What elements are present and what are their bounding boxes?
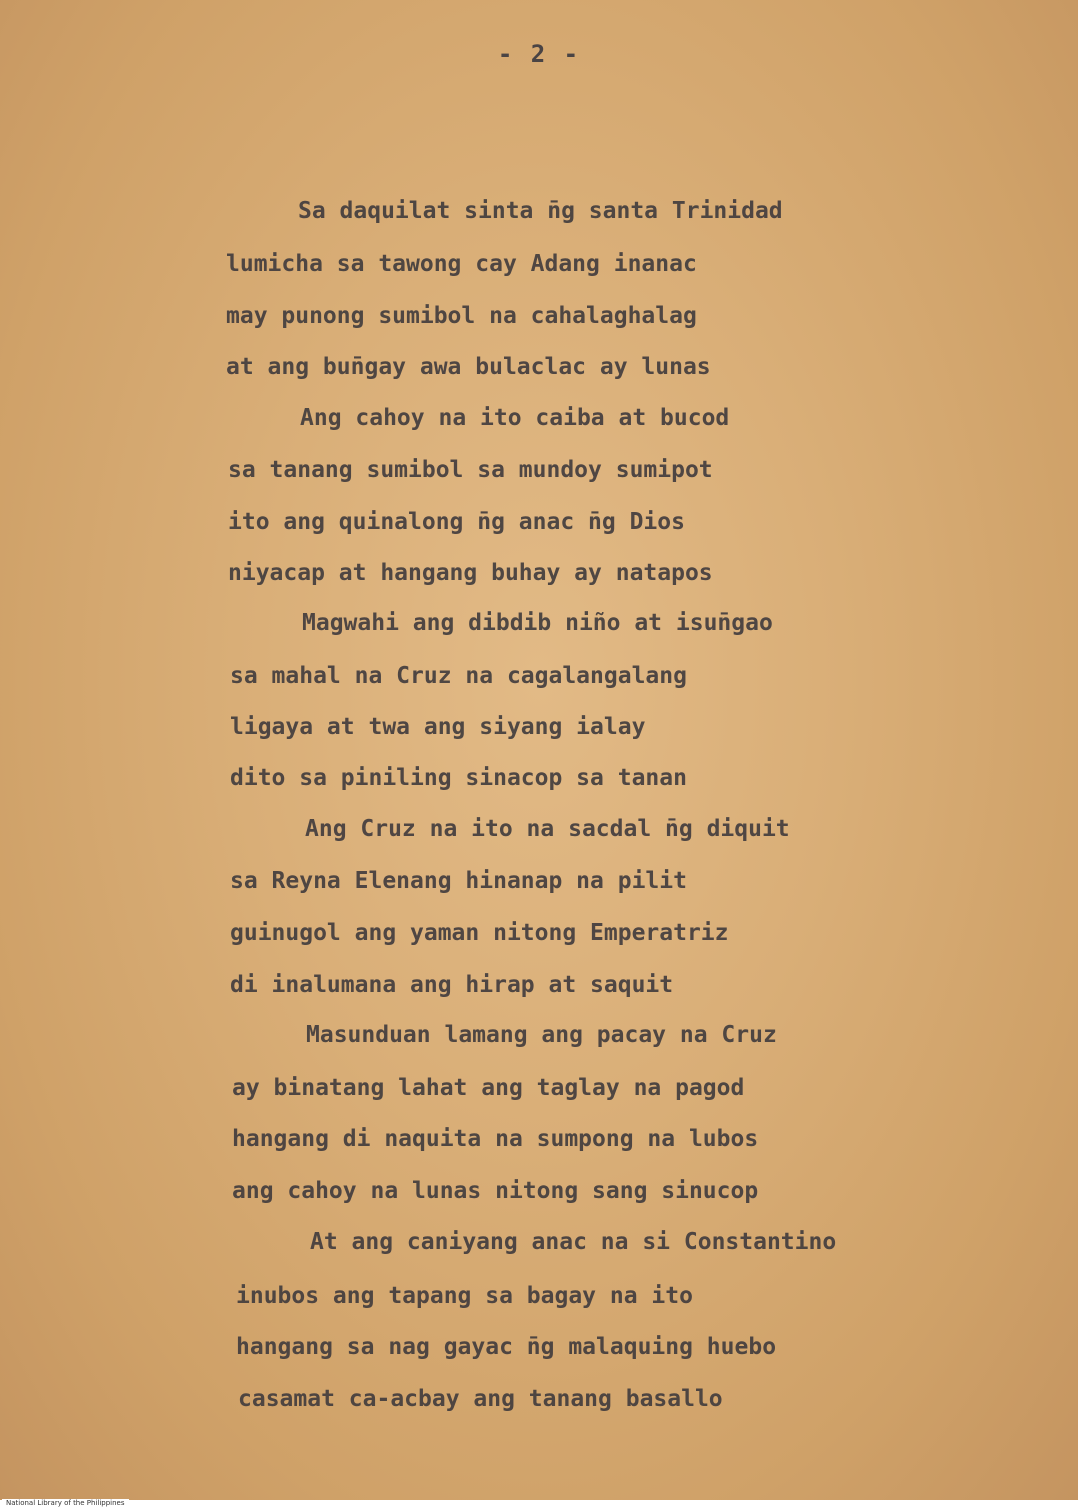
- poem-line: hangang di naquita na sumpong na lubos: [232, 1126, 759, 1152]
- poem-line: sa mahal na Cruz na cagalangalang: [230, 663, 687, 689]
- poem-line: Magwahi ang dibdib niño at isun̄gao: [302, 610, 773, 636]
- poem-line: at ang bun̄gay awa bulaclac ay lunas: [226, 354, 711, 380]
- poem-line: inubos ang tapang sa bagay na ito: [236, 1283, 693, 1309]
- poem-line: may punong sumibol na cahalaghalag: [226, 303, 697, 329]
- page-number: - 2 -: [497, 40, 581, 68]
- poem-line: niyacap at hangang buhay ay natapos: [228, 560, 713, 586]
- poem-line: casamat ca-acbay ang tanang basallo: [238, 1386, 723, 1412]
- scan-bottom-band: [0, 1500, 1078, 1508]
- poem-line: sa tanang sumibol sa mundoy sumipot: [228, 457, 713, 483]
- poem-line: ito ang quinalong n̄g anac n̄g Dios: [228, 509, 685, 535]
- poem-line: ay binatang lahat ang taglay na pagod: [232, 1075, 745, 1101]
- poem-line: Sa daquilat sinta n̄g santa Trinidad: [298, 198, 783, 224]
- poem-line: Ang Cruz na ito na sacdal n̄g diquit: [305, 816, 790, 842]
- poem-line: lumicha sa tawong cay Adang inanac: [226, 251, 697, 277]
- poem-line: Ang cahoy na ito caiba at bucod: [300, 405, 730, 431]
- poem-line: guinugol ang yaman nitong Emperatriz: [230, 920, 729, 946]
- poem-line: Masunduan lamang ang pacay na Cruz: [306, 1022, 777, 1048]
- poem-line: ligaya at twa ang siyang ialay: [230, 714, 646, 740]
- library-credit: National Library of the Philippines: [2, 1499, 129, 1507]
- poem-line: sa Reyna Elenang hinanap na pilit: [230, 868, 687, 894]
- poem-line: dito sa piniling sinacop sa tanan: [230, 765, 687, 791]
- poem-line: hangang sa nag gayac n̄g malaquing huebo: [236, 1334, 777, 1360]
- poem-line: ang cahoy na lunas nitong sang sinucop: [232, 1178, 759, 1204]
- poem-line: At ang caniyang anac na si Constantino: [310, 1229, 837, 1255]
- poem-line: di inalumana ang hirap at saquit: [230, 972, 674, 998]
